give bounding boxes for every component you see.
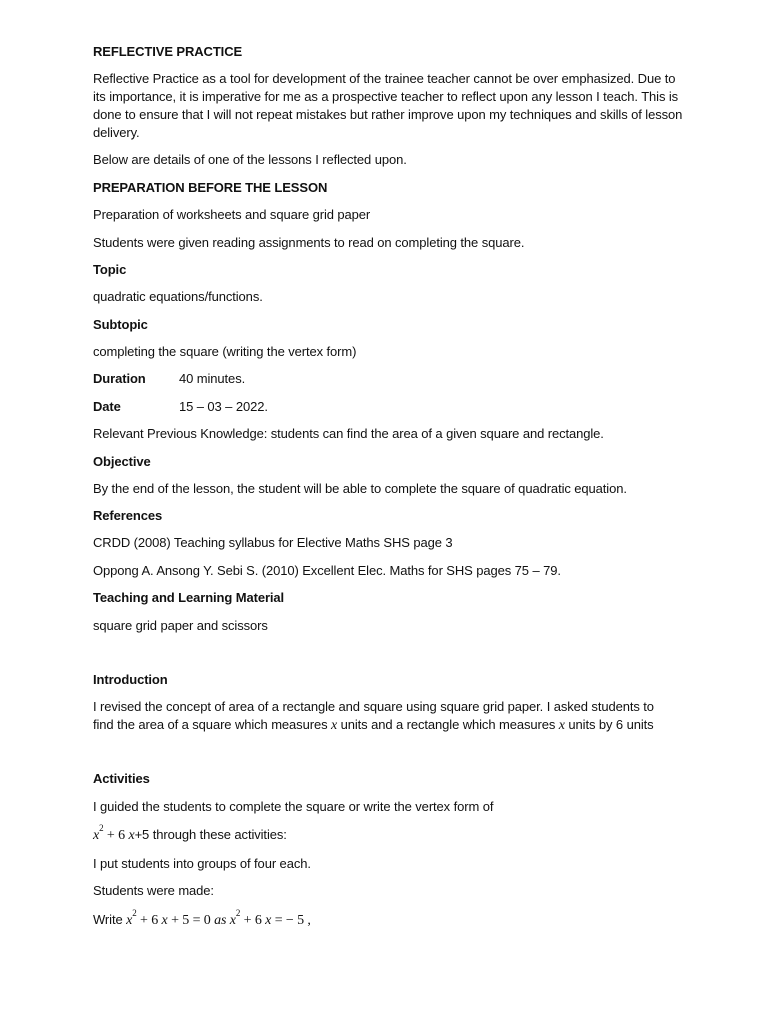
subtopic-value: completing the square (writing the vertex form) xyxy=(93,344,357,359)
preparation-heading: PREPARATION BEFORE THE LESSON xyxy=(93,180,328,195)
topic-value: quadratic equations/functions. xyxy=(93,289,263,304)
activities-label: Activities xyxy=(93,771,150,786)
activities-line-1: I guided the students to complete the square or write the vertex form of xyxy=(93,799,494,814)
reference-2: Oppong A. Ansong Y. Sebi S. (2010) Excellent Elec. Maths for SHS pages 75 – 79. xyxy=(93,563,561,578)
equation-rewrite: $x^2 + 6$ x + 5 = 0 as $x^2 + 6$ x = − 5 , xyxy=(126,908,311,928)
date-label: Date xyxy=(93,399,121,414)
subtopic-label: Subtopic xyxy=(93,317,148,332)
activities-line-5: Write $x^2 + 6$ x + 5 = 0 as $x^2 + 6$ x = − 5 , xyxy=(93,908,311,928)
duration-value: 40 minutes. xyxy=(179,371,246,386)
introduction-line-2: find the area of a square which measures x units and a rectangle which measures x units by 6 units xyxy=(93,717,654,733)
date-row xyxy=(93,398,393,416)
tlm-label: Teaching and Learning Material xyxy=(93,590,285,605)
details-line: Below are details of one of the lessons I reflected upon. xyxy=(93,152,407,167)
intro-paragraph: Reflective Practice as a tool for development of the trainee teacher cannot be over emphasized. Due to its importance, it is imperative for me as a prospective teacher to reflect upon any lesson I teach. This is done to ensure that I will not repeat mistakes but rather improve upon my techniques and skills of lesson delivery. xyxy=(93,71,683,140)
activities-line-4: Students were made: xyxy=(93,883,214,898)
objective-label: Objective xyxy=(93,454,151,469)
variable-x: x xyxy=(330,718,338,733)
introduction-label: Introduction xyxy=(93,672,168,687)
document-title: REFLECTIVE PRACTICE xyxy=(93,44,243,59)
quadratic-expression: $x^2 + 6$ x xyxy=(93,823,135,843)
tlm-value: square grid paper and scissors xyxy=(93,618,268,633)
references-label: References xyxy=(93,508,163,523)
duration-label: Duration xyxy=(93,371,146,386)
preparation-line-1: Preparation of worksheets and square grid paper xyxy=(93,207,371,222)
introduction-line-1: I revised the concept of area of a rectangle and square using square grid paper. I asked students to xyxy=(93,699,654,714)
duration-row xyxy=(93,370,393,388)
previous-knowledge-line: Relevant Previous Knowledge: students can find the area of a given square and rectangle. xyxy=(93,426,604,441)
reference-1: CRDD (2008) Teaching syllabus for Elective Maths SHS page 3 xyxy=(93,535,453,550)
preparation-line-2: Students were given reading assignments to read on completing the square. xyxy=(93,235,525,250)
topic-label: Topic xyxy=(93,262,127,277)
activities-line-3: I put students into groups of four each. xyxy=(93,856,311,871)
objective-value: By the end of the lesson, the student will be able to complete the square of quadratic equation. xyxy=(93,481,627,496)
activities-line-2: $x^2 + 6$ x+5 through these activities: xyxy=(93,823,287,843)
variable-x: x xyxy=(558,718,565,733)
date-value: 15 – 03 – 2022. xyxy=(179,399,268,414)
